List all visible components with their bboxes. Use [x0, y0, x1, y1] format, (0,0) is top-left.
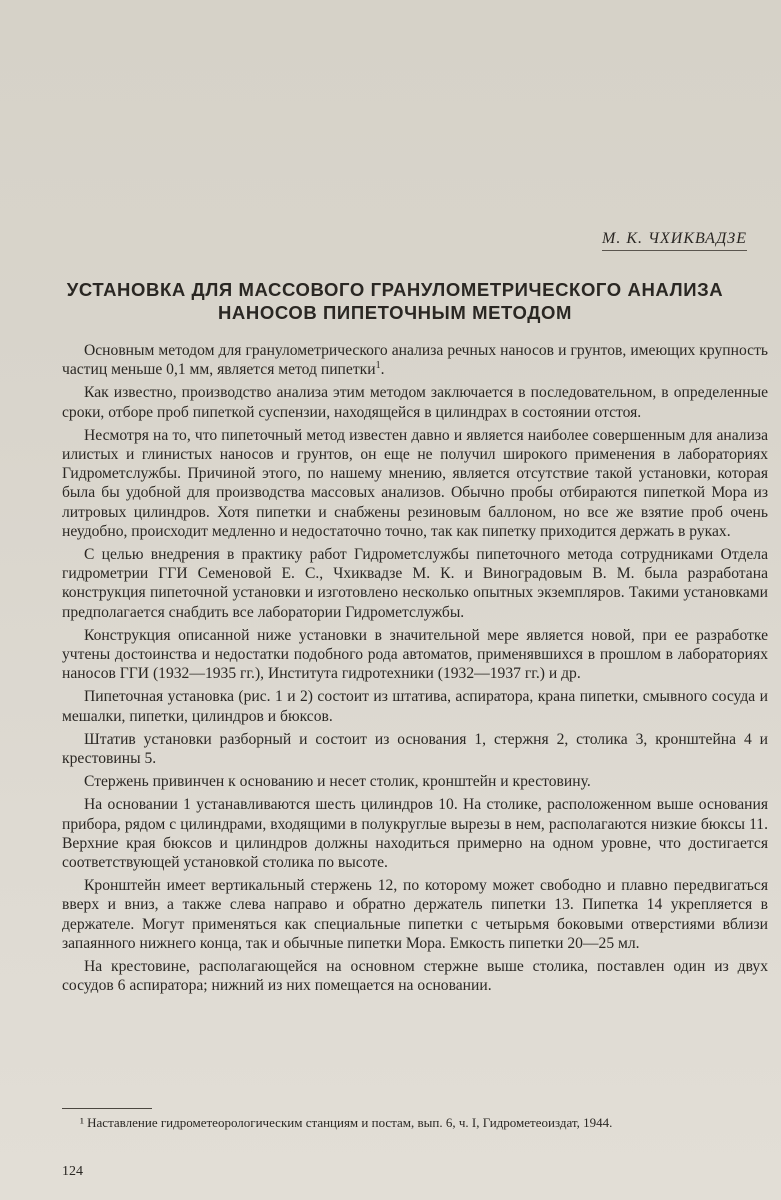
paragraph-6: Пипеточная установка (рис. 1 и 2) состоит из штатива, аспиратора, крана пипетки, смывного сосуда и мешалки, пипетки, цилиндров и бюксов. — [62, 688, 768, 725]
paragraph-2: Как известно, производство анализа этим методом заключается в последовательном, в определенные сроки, отборе проб пипеткой суспензии, находящейся в цилиндрах в состоянии отстоя. — [62, 384, 768, 421]
paragraph-8: Стержень привинчен к основанию и несет столик, кронштейн и крестовину. — [84, 773, 591, 791]
page-number: 124 — [62, 1164, 83, 1179]
title-line-2: НАНОСОВ ПИПЕТОЧНЫМ МЕТОДОМ — [217, 302, 573, 323]
paragraph-1 — [62, 341, 768, 379]
paragraph-4: С целью внедрения в практику работ Гидрометслужбы пипеточного метода сотрудниками Отдела гидрометрии ГГИ Семеновой Е. С., Чхиквадзе М. К. и Виноградовым В. М. была разработана конструкция пипеточной установки и изготовлено несколько опытных экземпляров. Такими установками предполагается снабдить все лаборатории Гидрометслужбы. — [62, 546, 768, 621]
footnote-divider — [62, 1108, 152, 1109]
paragraph-11: На крестовине, располагающейся на основном стержне выше столика, поставлен один из двух сосудов 6 аспиратора; нижний из них помещается на основании. — [62, 958, 768, 995]
footnote-ref: 1 — [375, 360, 381, 372]
paragraph-9: На основании 1 устанавливаются шесть цилиндров 10. На столике, расположенном выше основания прибора, рядом с цилиндрами, входящими в полукруглые вырезы в нем, располагаются низкие бюксы 11. Верхние края бюксов и цилиндров должны находиться примерно на одном уровне, что достигается соответствующей установкой столика по высоте. — [62, 796, 768, 872]
paragraph-3: Несмотря на то, что пипеточный метод известен давно и является наиболее совершенным для анализа илистых и глинистых наносов и грунтов, он еще не получил широкого применения в лабораториях Гидрометслужбы. Причиной этого, по нашему мнению, является отсутствие такой установки, которая была бы удобной для производства массовых анализов. Обычно пробы отбираются пипеткой Мора из литровых цилиндров. Хотя пипетки и снабжены резиновым баллоном, но все же взятие проб очень неудобно, происходит медленно и недостаточно точно, так как пипетку приходится держать в руках. — [62, 426, 768, 540]
paragraph-7: Штатив установки разборный и состоит из основания 1, стержня 2, столика 3, кронштейна 4 и крестовины 5. — [62, 730, 768, 768]
paragraph-1-text: Основным методом для гранулометрического анализа речных наносов и грунтов, имеющих крупность частиц меньше 0,1 мм, является метод пипетки — [62, 342, 768, 379]
paragraph-5: Конструкция описанной ниже установки в значительной мере является новой, при ее разработке учтены достоинства и недостатки подобного рода автоматов, применявшихся в прошлом в лабораториях наносов ГГИ (1932—1935 гг.), Института гидротехники (1932—1937 гг.) и др. — [62, 626, 768, 683]
paragraph-10: Кронштейн имеет вертикальный стержень 12, по которому может свободно и плавно передвигаться вверх и вниз, а также слева направо и обратно держатель пипетки 13. Пипетка 14 укрепляется в держателе. Могут применяться как специальные пипетки с четырьмя боковыми отверстиями вблизи запаянного нижнего конца, так и обычные пипетки Мора. Емкость пипетки 20—25 мл. — [62, 877, 768, 952]
article-body — [62, 341, 768, 1000]
title-line-1: УСТАНОВКА ДЛЯ МАССОВОГО ГРАНУЛОМЕТРИЧЕСКОГО АНАЛИЗА — [66, 279, 724, 300]
footnote: ¹ Наставление гидрометеорологическим станциям и постам, вып. 6, ч. I, Гидрометеоиздат, 1944. — [80, 1115, 613, 1130]
author-name: М. К. ЧХИКВАДЗЕ — [602, 230, 747, 251]
article-title — [40, 278, 750, 324]
paragraph-1-end: . — [380, 361, 385, 379]
